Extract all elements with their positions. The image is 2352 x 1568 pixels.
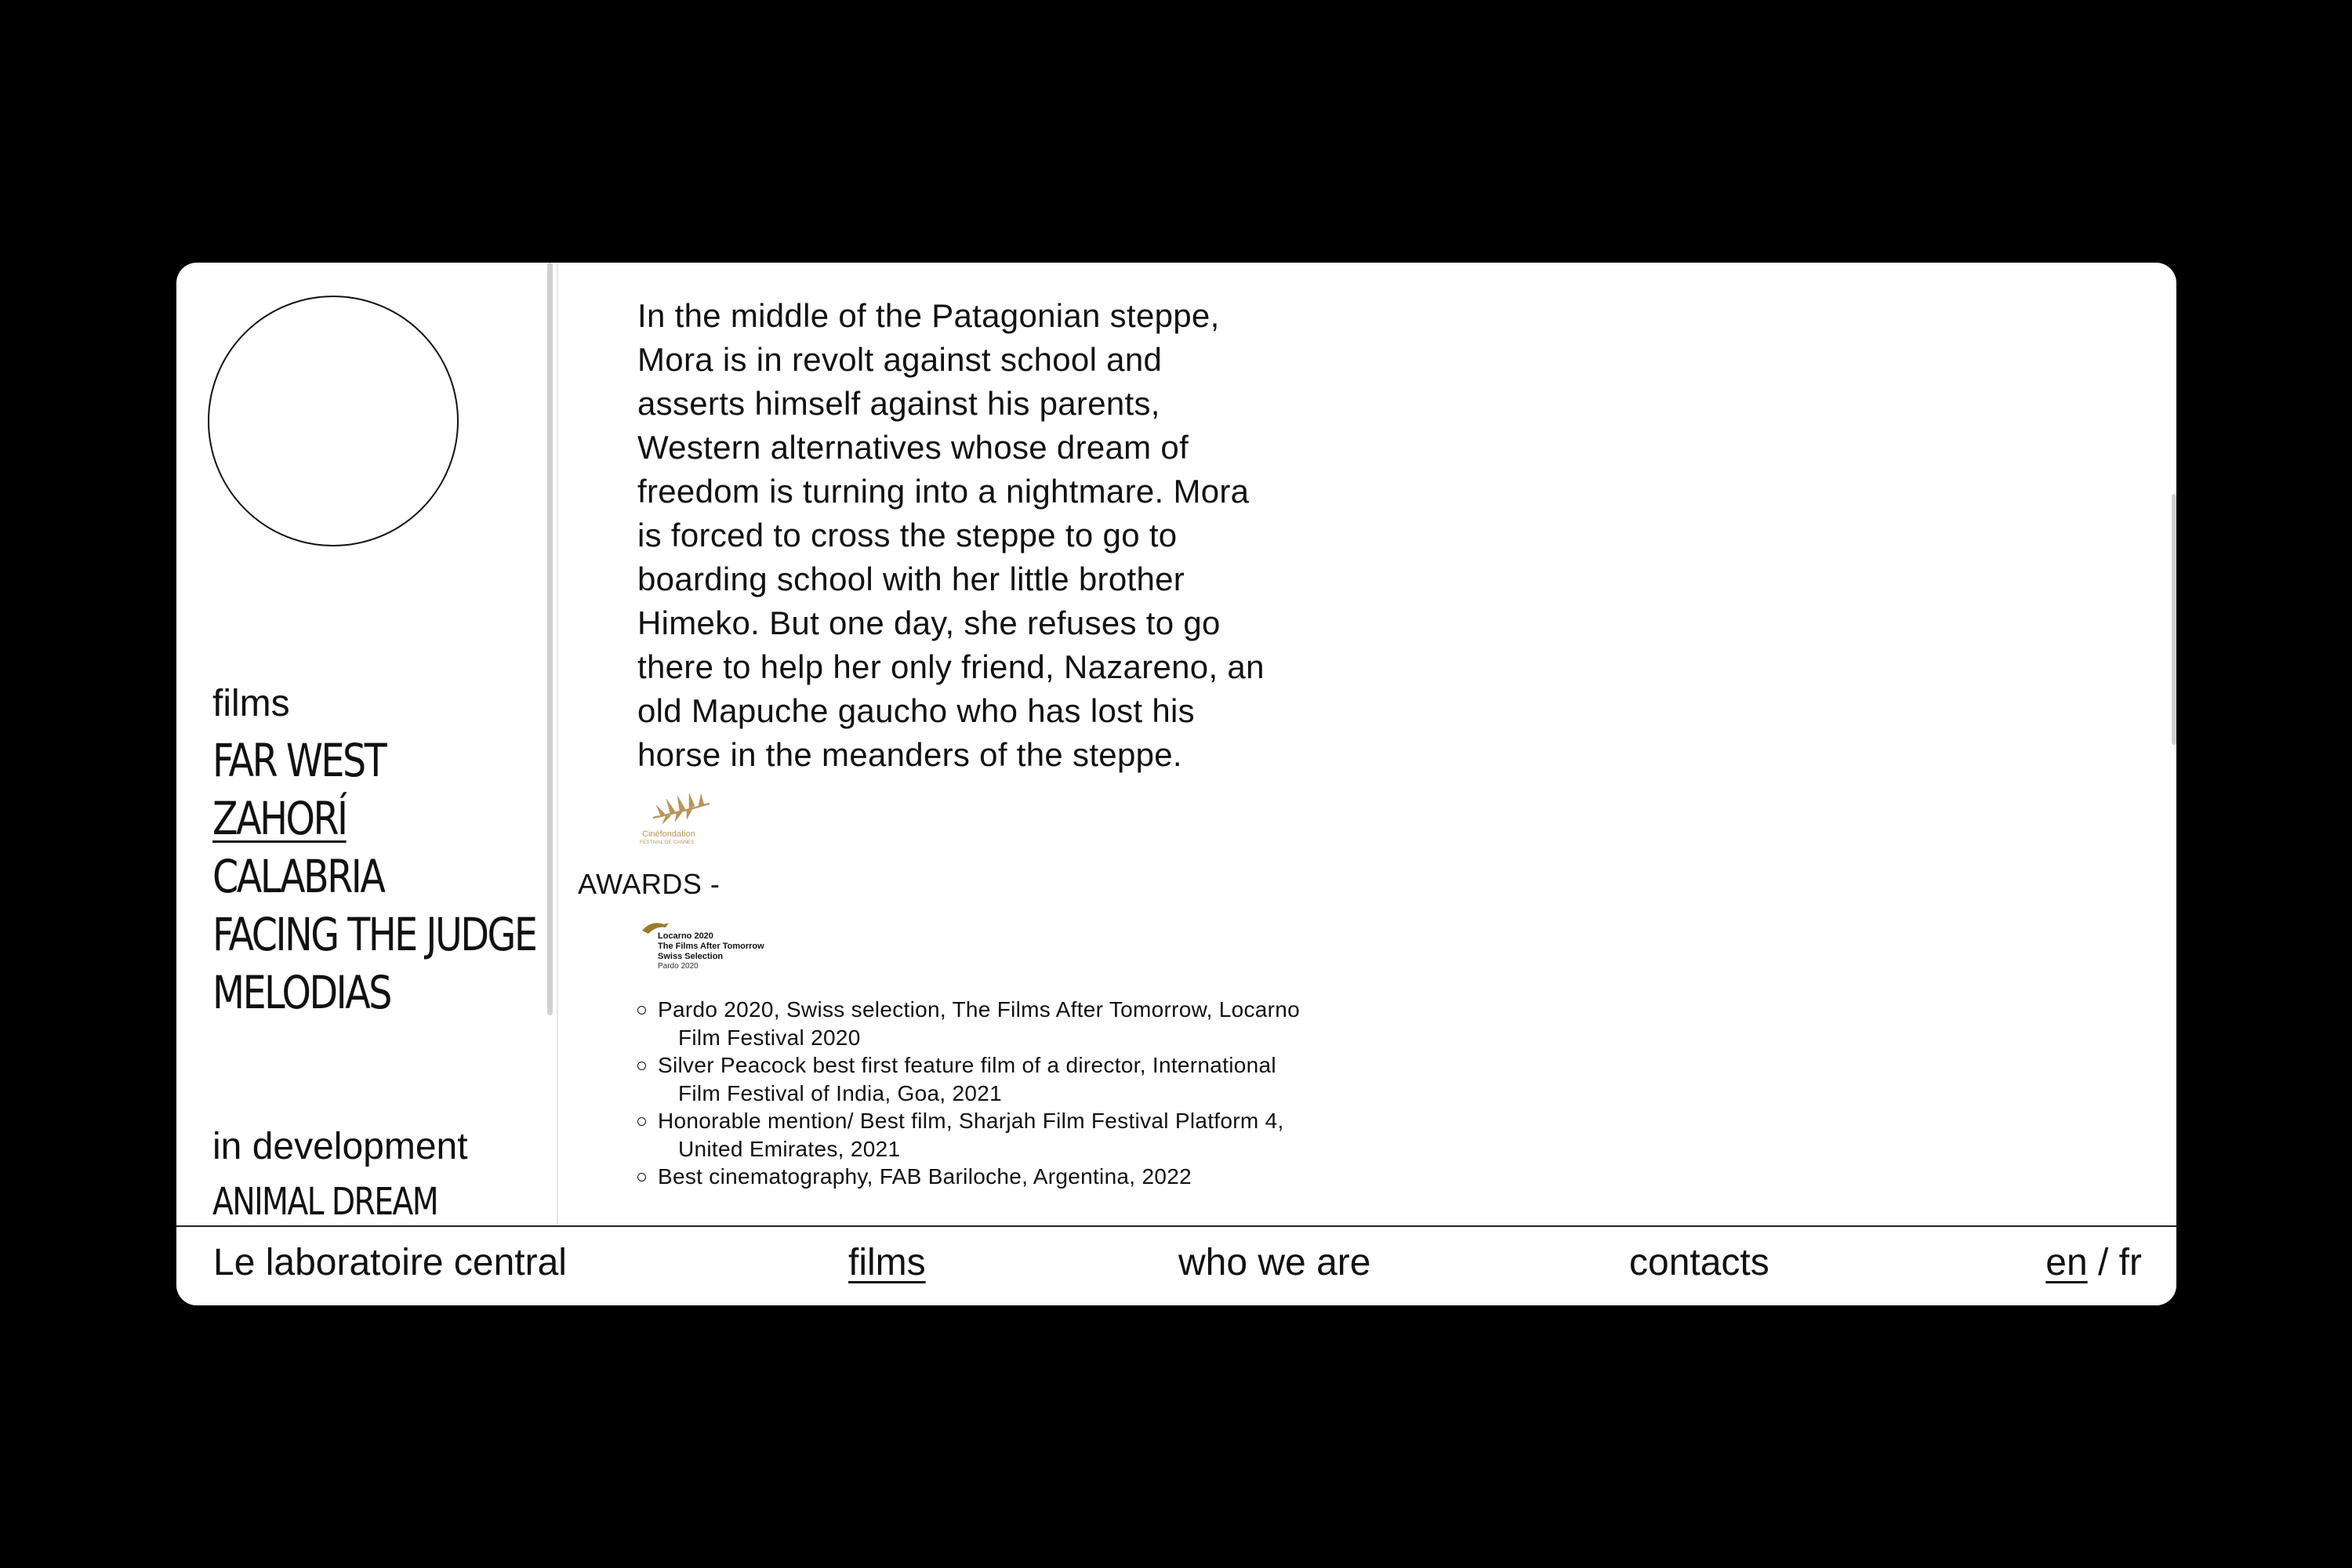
lang-fr-link[interactable]: fr xyxy=(2118,1242,2142,1283)
film-link-animal-dream[interactable]: ANIMAL DREAM xyxy=(212,1180,438,1224)
award-text: Pardo 2020, Swiss selection, The Films After Tomorrow, Locarno xyxy=(658,997,1301,1022)
award-text-cont: Film Festival 2020 xyxy=(678,1025,861,1050)
award-text-cont: United Emirates, 2021 xyxy=(678,1136,901,1161)
awards-list xyxy=(637,996,1421,1191)
film-link-far-west[interactable]: FAR WEST xyxy=(212,734,386,787)
synopsis-line: asserts himself against his parents, xyxy=(637,385,1160,422)
in-development-heading: in development xyxy=(212,1126,468,1167)
synopsis-line: Mora is in revolt against school and xyxy=(637,341,1163,378)
film-link-melodias[interactable]: MELODIAS xyxy=(212,966,391,1019)
award-text: Honorable mention/ Best film, Sharjah Film Festival Platform 4, xyxy=(658,1109,1284,1133)
award-item xyxy=(637,1107,1421,1163)
nav-contacts-link[interactable]: contacts xyxy=(1629,1242,1769,1283)
lang-en-link[interactable]: en xyxy=(2045,1242,2088,1283)
synopsis-line: Western alternatives whose dream of xyxy=(637,429,1189,466)
language-switcher xyxy=(2045,1241,2142,1285)
film-link-calabria[interactable]: CALABRIA xyxy=(212,850,384,903)
nav-films-link[interactable]: films xyxy=(848,1242,926,1283)
bottom-nav xyxy=(176,1225,2176,1305)
films-heading: films xyxy=(212,683,290,724)
bullet-circle-icon xyxy=(637,1117,646,1126)
synopsis-line: Himeko. But one day, she refuses to go xyxy=(637,604,1221,641)
browser-window xyxy=(176,263,2176,1305)
award-item xyxy=(637,996,1421,1051)
award-item xyxy=(637,1051,1421,1107)
locarno-line3: Swiss Selection xyxy=(658,952,724,961)
synopsis-line: there to help her only friend, Nazareno, an xyxy=(637,648,1265,685)
locarno-line4: Pardo 2020 xyxy=(658,962,699,971)
main-scrollbar[interactable] xyxy=(2172,494,2176,745)
logo-circle[interactable] xyxy=(208,296,459,546)
bullet-circle-icon xyxy=(637,1062,646,1070)
synopsis-line: is forced to cross the steppe to go to xyxy=(637,517,1178,554)
cannes-logo-line2: FESTIVAL DE CANNES xyxy=(640,840,695,845)
award-item xyxy=(637,1163,1421,1191)
synopsis-line: old Mapuche gaucho who has lost his xyxy=(637,692,1195,729)
award-text: Silver Peacock best first feature film of a director, International xyxy=(658,1053,1276,1077)
synopsis-line: freedom is turning into a nightmare. Mora xyxy=(637,473,1250,510)
sidebar xyxy=(176,263,557,1225)
bullet-circle-icon xyxy=(637,1173,646,1181)
film-detail xyxy=(558,263,2176,1225)
awards-label: AWARDS - xyxy=(578,868,720,900)
synopsis-line: boarding school with her little brother xyxy=(637,561,1185,597)
synopsis xyxy=(637,294,1343,777)
locarno-line2: The Films After Tomorrow xyxy=(658,942,764,951)
synopsis-line: In the middle of the Patagonian steppe, xyxy=(637,297,1220,334)
sidebar-scrollbar[interactable] xyxy=(547,263,553,1015)
nav-who-we-are-link[interactable]: who we are xyxy=(1178,1242,1371,1283)
award-text-cont: Film Festival of India, Goa, 2021 xyxy=(678,1080,1002,1105)
development-list xyxy=(212,1178,487,1225)
cannes-cinefondation-logo xyxy=(637,789,724,846)
film-link-zahori[interactable]: ZAHORÍ xyxy=(212,792,347,845)
cannes-logo-line1: Cinéfondation xyxy=(642,829,695,839)
locarno-logo xyxy=(637,918,794,981)
locarno-line1: Locarno 2020 xyxy=(658,931,713,941)
film-link-facing-the-judge[interactable]: FACING THE JUDGE xyxy=(212,908,536,961)
award-text: Best cinematography, FAB Bariloche, Argentina, 2022 xyxy=(658,1164,1192,1189)
site-name-link[interactable]: Le laboratoire central xyxy=(213,1242,567,1283)
synopsis-line: horse in the meanders of the steppe. xyxy=(637,736,1182,773)
bullet-circle-icon xyxy=(637,1006,646,1014)
lang-separator: / xyxy=(2087,1242,2119,1283)
